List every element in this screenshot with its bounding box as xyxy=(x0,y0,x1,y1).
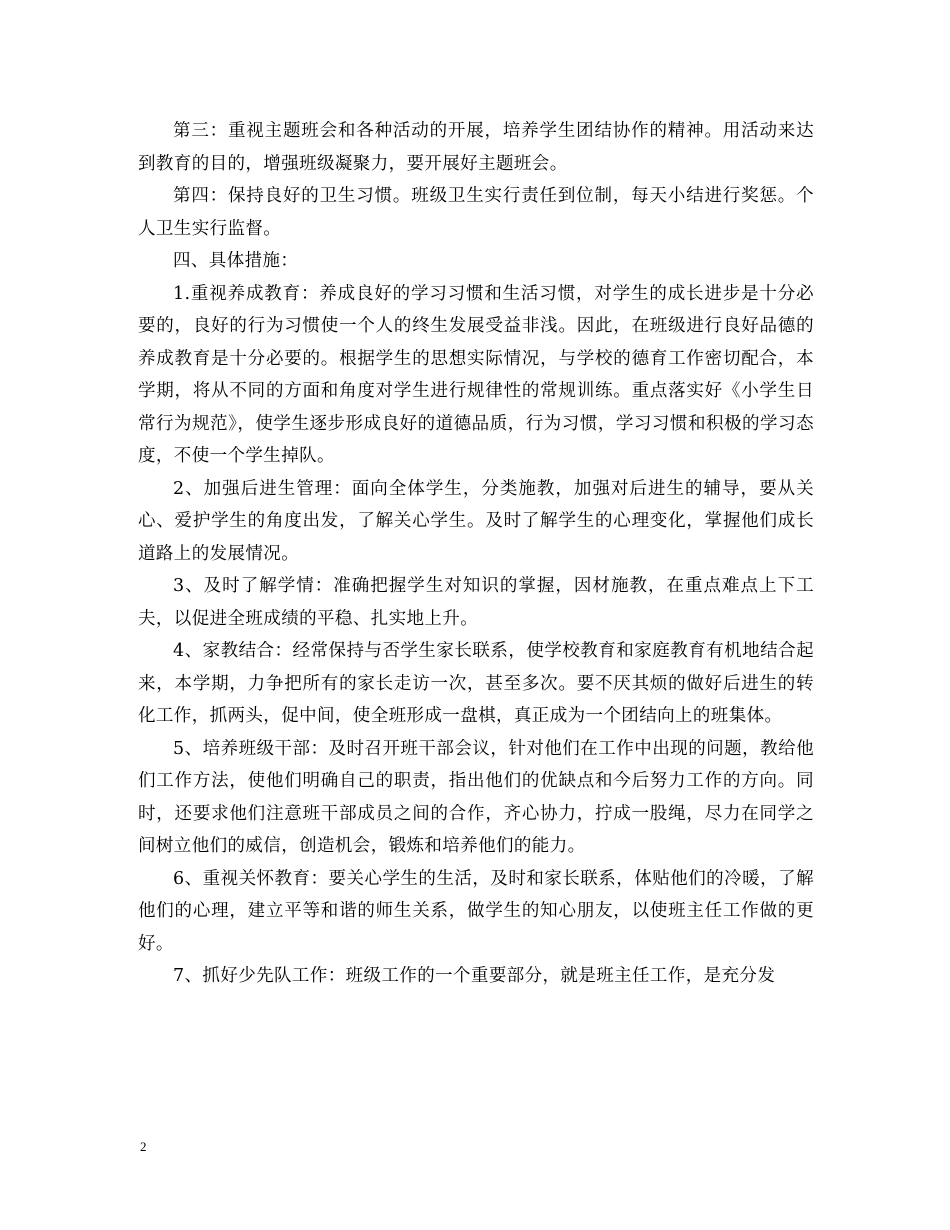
section-heading-measures: 四、具体措施： xyxy=(173,251,299,271)
document-body xyxy=(138,115,814,993)
measure-5-paragraph: 5、培养班级干部：及时召开班干部会议，针对他们在工作中出现的问题，教给他们工作方法，使他们明确自己的职责，指出他们的优缺点和今后努力工作的方向。同时，还要求他们注意班干部成员之间的合作，齐心协力，拧成一股绳，尽力在同学之间树立他们的威信，创造机会，锻炼和培养他们的能力。 xyxy=(138,738,814,856)
measure-6-paragraph: 6、重视关怀教育：要关心学生的生活，及时和家长联系，体贴他们的冷暖，了解他们的心理，建立平等和谐的师生关系，做学生的知心朋友，以使班主任工作做的更好。 xyxy=(138,868,814,954)
measure-1-paragraph: 1.重视养成教育：养成良好的学习习惯和生活习惯，对学生的成长进步是十分必要的，良好的行为习惯使一个人的终生发展受益非浅。因此，在班级进行良好品德的养成教育是十分必要的。根据学生的思想实际情况，与学校的德育工作密切配合，本学期，将从不同的方面和角度对学生进行规律性的常规训练。重点落实好《小学生日常行为规范》，使学生逐步形成良好的道德品质，行为习惯，学习习惯和积极的学习态度，不使一个学生掉队。 xyxy=(138,283,814,466)
paragraph-item-3: 第三：重视主题班会和各种活动的开展，培养学生团结协作的精神。用活动来达到教育的目的，增强班级凝聚力，要开展好主题班会。 xyxy=(138,121,814,174)
paragraph-item-4: 第四：保持良好的卫生习惯。班级卫生实行责任到位制，每天小结进行奖惩。个人卫生实行监督。 xyxy=(138,186,814,239)
page-number: 2 xyxy=(140,1139,147,1154)
measure-4-paragraph: 4、家教结合：经常保持与否学生家长联系，使学校教育和家庭教育有机地结合起来，本学期，力争把所有的家长走访一次，甚至多次。要不厌其烦的做好后进生的转化工作，抓两头，促中间，使全班形成一盘棋，真正成为一个团结向上的班集体。 xyxy=(138,641,814,726)
measure-3-paragraph: 3、及时了解学情：准确把握学生对知识的掌握，因材施教，在重点难点上下工夫，以促进全班成绩的平稳、扎实地上升。 xyxy=(138,576,814,629)
measure-7-paragraph: 7、抓好少先队工作：班级工作的一个重要部分，就是班主任工作，是充分发 xyxy=(173,966,776,986)
measure-2-paragraph: 2、加强后进生管理：面向全体学生，分类施教，加强对后进生的辅导，要从关心、爱护学生的角度出发，了解关心学生。及时了解学生的心理变化，掌握他们成长道路上的发展情况。 xyxy=(138,478,814,564)
